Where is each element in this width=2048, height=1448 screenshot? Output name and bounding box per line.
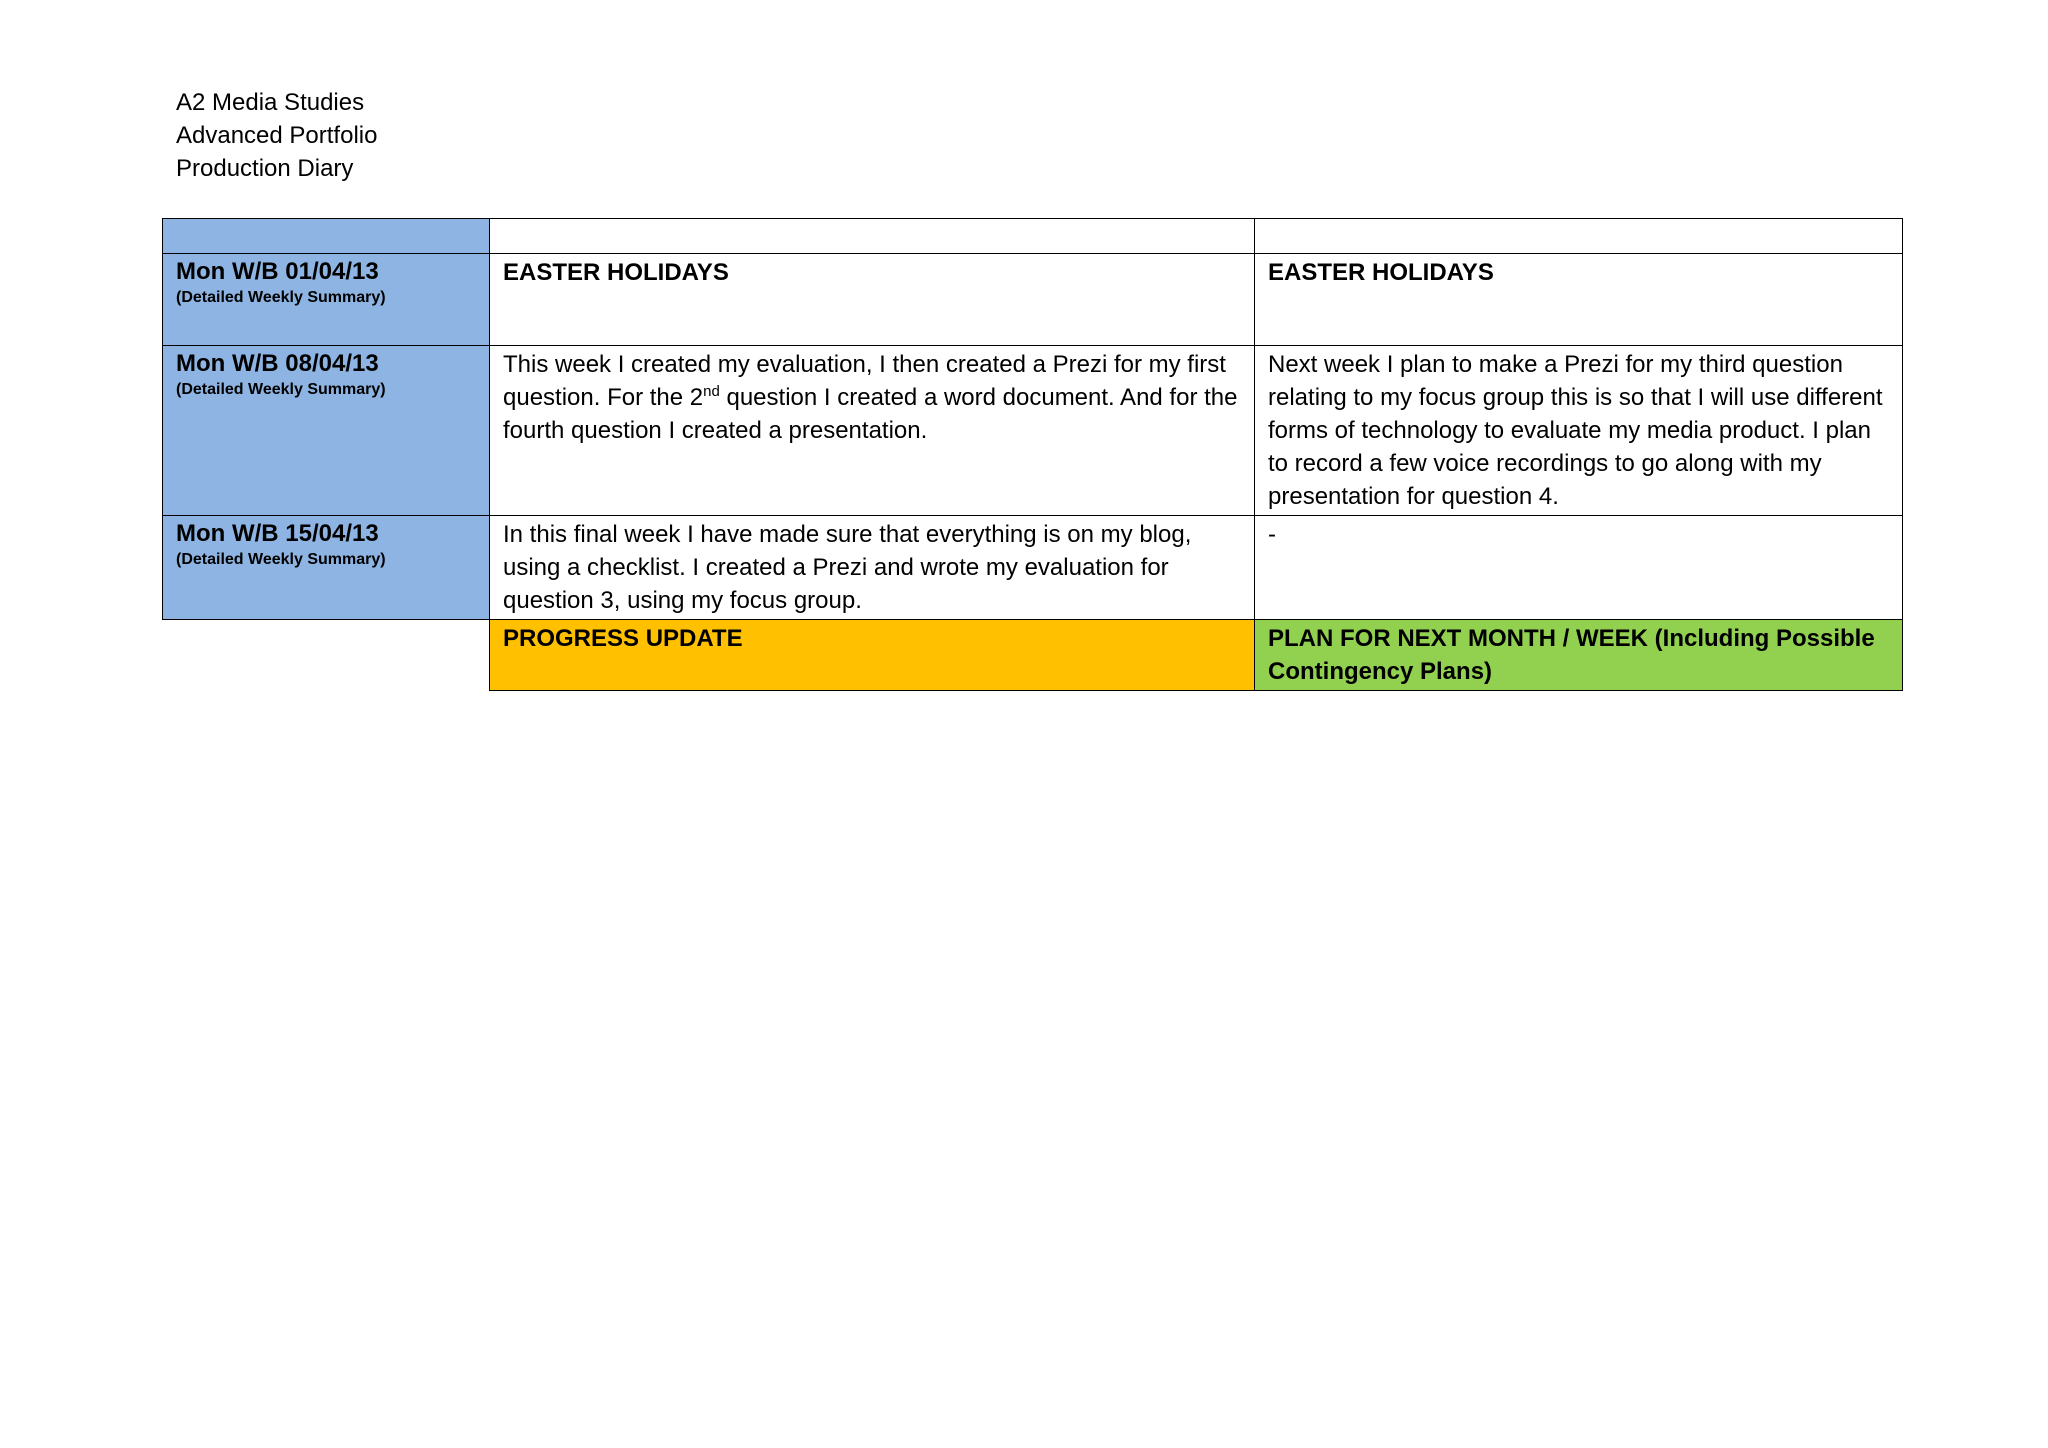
diary-title: Production Diary (176, 155, 354, 182)
course-title: A2 Media Studies (176, 89, 365, 116)
week-subtitle: (Detailed Weekly Summary) (176, 381, 386, 398)
plan-text: EASTER HOLIDAYS (1268, 259, 1494, 286)
plan-text: Next week I plan to make a Prezi for my third question relating to my focus group this is so that I will use different forms of technology to evaluate my media product. I plan to record a few voice recordings to go along with my presentation for question 4. (1268, 351, 1883, 510)
ordinal-suffix: nd (703, 383, 720, 400)
header-plan-cell (1255, 219, 1903, 254)
week-subtitle: (Detailed Weekly Summary) (176, 551, 386, 568)
table-header-row (163, 219, 1903, 254)
progress-text-end: question I created a word document. And for the fourth question I created a presentation. (503, 384, 1238, 444)
document-header (176, 86, 377, 185)
week-subtitle: (Detailed Weekly Summary) (176, 289, 386, 306)
legend-row (163, 620, 1903, 691)
table-row (163, 516, 1903, 620)
progress-update-label: PROGRESS UPDATE (503, 625, 743, 652)
table-row (163, 254, 1903, 346)
progress-cell (490, 346, 1255, 516)
plan-next-legend (1255, 620, 1903, 691)
table-row (163, 346, 1903, 516)
week-date: Mon W/B 15/04/13 (176, 520, 379, 547)
week-cell (163, 516, 490, 620)
plan-cell (1255, 516, 1903, 620)
progress-cell (490, 254, 1255, 346)
progress-cell (490, 516, 1255, 620)
header-week-cell (163, 219, 490, 254)
week-cell (163, 254, 490, 346)
legend-spacer (163, 620, 490, 691)
header-progress-cell (490, 219, 1255, 254)
progress-text-start: This week I created my evaluation, I then created a Prezi for my first question. For the 2 (503, 351, 1226, 411)
plan-next-label: PLAN FOR NEXT MONTH / WEEK (Including Possible Contingency Plans) (1268, 625, 1875, 685)
plan-cell (1255, 346, 1903, 516)
week-cell (163, 346, 490, 516)
plan-cell (1255, 254, 1903, 346)
progress-text: EASTER HOLIDAYS (503, 259, 729, 286)
plan-text: - (1268, 521, 1276, 548)
production-diary-table (162, 218, 1903, 691)
progress-text: In this final week I have made sure that everything is on my blog, using a checklist. I created a Prezi and wrote my evaluation for question 3, using my focus group. (503, 521, 1192, 614)
week-date: Mon W/B 08/04/13 (176, 350, 379, 377)
progress-update-legend (490, 620, 1255, 691)
week-date: Mon W/B 01/04/13 (176, 258, 379, 285)
portfolio-title: Advanced Portfolio (176, 122, 378, 149)
